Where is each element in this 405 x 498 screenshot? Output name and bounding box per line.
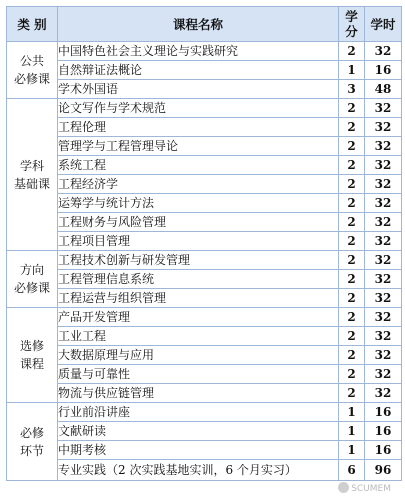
table-row [7, 213, 402, 232]
table-row [7, 289, 402, 308]
table-row [7, 118, 402, 137]
course-name-cell: 管理学与工程管理导论 [58, 137, 339, 156]
table-row [7, 384, 402, 403]
hours-cell: 32 [365, 213, 402, 232]
header-credit [339, 7, 365, 42]
credit-cell: 2 [339, 251, 365, 270]
table-row [7, 175, 402, 194]
category-label-line: 基础课 [13, 176, 50, 191]
credit-cell: 2 [339, 99, 365, 118]
course-name-cell: 大数据原理与应用 [58, 346, 339, 365]
category-label-line: 必修课 [13, 72, 50, 86]
category-cell [7, 308, 58, 403]
credit-cell: 3 [339, 80, 365, 99]
category-label-line: 环节 [19, 443, 44, 458]
header-course-name: 课程名称 [58, 7, 339, 42]
hours-cell: 16 [365, 403, 402, 422]
header-credit-line1: 学 [345, 9, 358, 24]
category-label-line: 选修 [19, 339, 44, 353]
credit-cell: 2 [339, 42, 365, 61]
table-row [7, 156, 402, 175]
course-table-container [6, 6, 399, 481]
credit-cell: 1 [339, 403, 365, 422]
credit-cell: 2 [339, 232, 365, 251]
hours-cell: 32 [365, 384, 402, 403]
category-label-line: 学科 [19, 158, 44, 173]
hours-cell: 32 [365, 156, 402, 175]
wechat-logo-icon [338, 482, 349, 493]
hours-cell: 16 [365, 61, 402, 80]
hours-cell: 32 [365, 175, 402, 194]
table-row [7, 80, 402, 99]
hours-cell: 48 [365, 80, 402, 99]
course-name-cell: 工程伦理 [58, 118, 339, 137]
course-name-cell: 工程经济学 [58, 175, 339, 194]
category-cell [7, 42, 58, 99]
credit-cell: 2 [339, 308, 365, 327]
hours-cell: 32 [365, 232, 402, 251]
hours-cell: 32 [365, 194, 402, 213]
table-row [7, 232, 402, 251]
table-row [7, 365, 402, 384]
table-row [7, 99, 402, 118]
table-row [7, 270, 402, 289]
course-name-cell: 系统工程 [58, 156, 339, 175]
hours-cell: 32 [365, 42, 402, 61]
course-name-cell: 中国特色社会主义理论与实践研究 [58, 42, 339, 61]
table-row [7, 42, 402, 61]
course-name-cell: 产品开发管理 [58, 308, 339, 327]
credit-cell: 2 [339, 137, 365, 156]
category-cell [7, 403, 58, 481]
course-name-cell: 工程运营与组织管理 [58, 289, 339, 308]
credit-cell: 2 [339, 346, 365, 365]
category-label-line: 方向 [19, 263, 44, 277]
header-hours: 学时 [365, 7, 402, 42]
course-name-cell: 质量与可靠性 [58, 365, 339, 384]
credit-cell: 2 [339, 327, 365, 346]
table-row [7, 403, 402, 422]
hours-cell: 32 [365, 327, 402, 346]
category-cell [7, 99, 58, 251]
category-label-line: 必修 [19, 425, 44, 440]
course-name-cell: 自然辩证法概论 [58, 61, 339, 80]
credit-cell: 1 [339, 422, 365, 441]
table-row [7, 251, 402, 270]
course-name-cell: 中期考核 [58, 441, 339, 460]
hours-cell: 32 [365, 118, 402, 137]
course-name-cell: 论文写作与学术规范 [58, 99, 339, 118]
table-row [7, 308, 402, 327]
course-name-cell: 学术外国语 [58, 80, 339, 99]
credit-cell: 2 [339, 118, 365, 137]
credit-cell: 1 [339, 61, 365, 80]
course-name-cell: 工业工程 [58, 327, 339, 346]
credit-cell: 2 [339, 365, 365, 384]
category-label-line: 课程 [19, 357, 44, 371]
credit-cell: 2 [339, 194, 365, 213]
table-header-row [7, 7, 402, 42]
course-table [6, 6, 402, 481]
table-row [7, 194, 402, 213]
hours-cell: 32 [365, 365, 402, 384]
credit-cell: 2 [339, 156, 365, 175]
hours-cell: 32 [365, 137, 402, 156]
hours-cell: 32 [365, 308, 402, 327]
credit-cell: 2 [339, 270, 365, 289]
course-name-cell: 文献研读 [58, 422, 339, 441]
table-row [7, 346, 402, 365]
course-name-cell: 运筹学与统计方法 [58, 194, 339, 213]
hours-cell: 32 [365, 99, 402, 118]
hours-cell: 32 [365, 251, 402, 270]
course-name-cell: 工程技术创新与研发管理 [58, 251, 339, 270]
credit-cell: 2 [339, 213, 365, 232]
hours-cell: 32 [365, 270, 402, 289]
hours-cell: 32 [365, 346, 402, 365]
credit-cell: 6 [339, 460, 365, 481]
table-body [7, 42, 402, 481]
hours-cell: 32 [365, 289, 402, 308]
hours-cell: 16 [365, 422, 402, 441]
header-credit-line2: 分 [345, 24, 358, 39]
header-category: 类 别 [7, 7, 58, 42]
table-row [7, 61, 402, 80]
course-name-cell: 工程管理信息系统 [58, 270, 339, 289]
credit-cell: 2 [339, 289, 365, 308]
course-name-cell: 工程项目管理 [58, 232, 339, 251]
watermark [338, 482, 391, 494]
course-name-cell: 物流与供应链管理 [58, 384, 339, 403]
category-label-line: 必修课 [13, 281, 50, 295]
course-name-cell: 专业实践（2 次实践基地实训，6 个月实习） [58, 460, 339, 481]
table-row [7, 137, 402, 156]
table-row [7, 422, 402, 441]
table-row [7, 441, 402, 460]
credit-cell: 2 [339, 384, 365, 403]
table-row [7, 460, 402, 481]
table-row [7, 327, 402, 346]
course-name-cell: 工程财务与风险管理 [58, 213, 339, 232]
credit-cell: 1 [339, 441, 365, 460]
hours-cell: 16 [365, 441, 402, 460]
category-cell [7, 251, 58, 308]
hours-cell: 96 [365, 460, 402, 481]
category-label-line: 公共 [19, 54, 44, 68]
credit-cell: 2 [339, 175, 365, 194]
watermark-text: SCUMEM [351, 484, 391, 494]
course-name-cell: 行业前沿讲座 [58, 403, 339, 422]
